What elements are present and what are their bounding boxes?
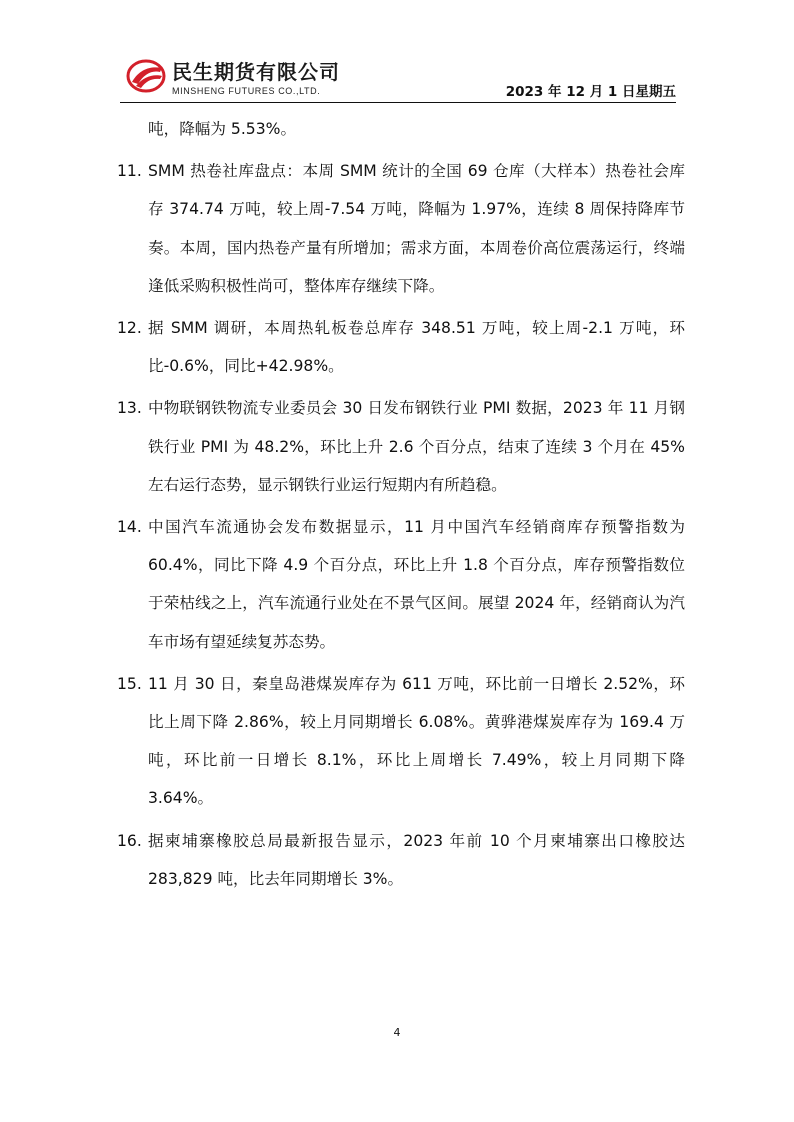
list-item [117,309,685,385]
item-text: 据柬埔寨橡胶总局最新报告显示，2023 年前 10 个月柬埔寨出口橡胶达 283,829 吨，比去年同期增长 3%。 [148,831,685,888]
company-name-cn: 民生期货有限公司 [172,60,340,84]
list-item [117,822,685,898]
list-item [117,508,685,661]
item-number: 11. [117,162,142,181]
page-number: 4 [393,1026,401,1039]
item-number: 16. [117,831,142,850]
company-name-en: MINSHENG FUTURES CO.,LTD. [172,86,321,96]
item-number: 12. [117,319,142,338]
page-header [120,52,676,104]
list-item [117,152,685,305]
company-logo [126,56,366,100]
report-date: 2023 年 12 月 1 日星期五 [505,84,676,100]
item-text: SMM 热卷社库盘点：本周 SMM 统计的全国 69 仓库（大样本）热卷社会库存 374.74 万吨，较上周-7.54 万吨，降幅为 1.97%，连续 8 周保持降库节奏。本周，国内热卷产量有所增加；需求方面，本周卷价高位震荡运行，终端逢低采购积极性尚可，整体库存继续下降。 [148,162,685,295]
item-text: 据 SMM 调研，本周热轧板卷总库存 348.51 万吨，较上周-2.1 万吨，环比-0.6%，同比+42.98%。 [148,319,685,376]
item-number: 15. [117,674,142,693]
minsheng-logo-icon [126,58,166,94]
document-body [117,110,685,898]
item-text: 中国汽车流通协会发布数据显示，11 月中国汽车经销商库存预警指数为 60.4%，同比下降 4.9 个百分点，环比上升 1.8 个百分点，库存预警指数位于荣枯线之上，汽车流通行业处在不景气区间。展望 2024 年，经销商认为汽车市场有望延续复苏态势。 [148,518,685,651]
item-number: 14. [117,518,142,537]
item-text: 中物联钢铁物流专业委员会 30 日发布钢铁行业 PMI 数据，2023 年 11 月钢铁行业 PMI 为 48.2%，环比上升 2.6 个百分点，结束了连续 3 个月在 45%左右运行态势，显示钢铁行业运行短期内有所趋稳。 [148,399,685,494]
item-text: 11 月 30 日，秦皇岛港煤炭库存为 611 万吨，环比前一日增长 2.52%，环比上周下降 2.86%，较上月同期增长 6.08%。黄骅港煤炭库存为 169.4 万吨，环比前一日增长 8.1%，环比上周增长 7.49%，较上月同期下降 3.64%。 [148,674,685,808]
continuation-text: 吨，降幅为 5.53%。 [148,120,297,138]
list-item [117,389,685,504]
header-divider [120,102,676,103]
item-number: 13. [117,399,142,418]
list-item [117,665,685,818]
